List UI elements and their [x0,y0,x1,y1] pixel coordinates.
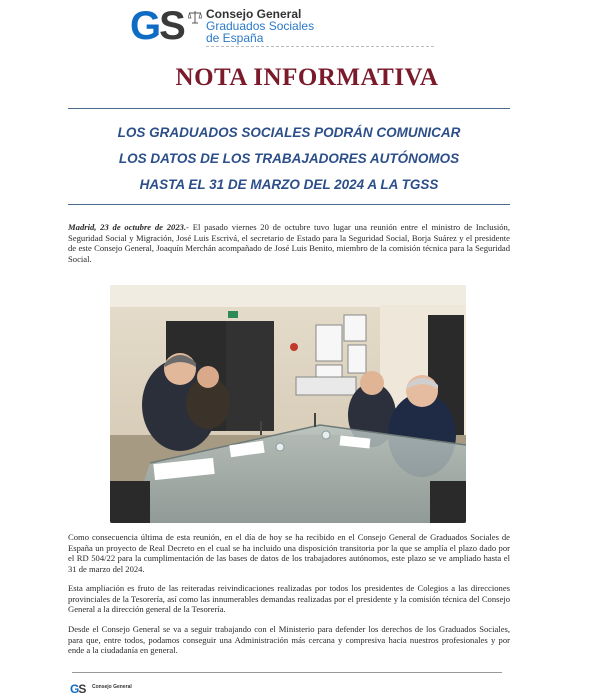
document-title: NOTA INFORMATIVA [175,64,439,91]
meeting-photo [110,285,466,523]
headline-bottom-rule [68,204,510,205]
footer-logo-mark [70,682,85,696]
footer-logo-letter-s: S [78,682,86,696]
footer-org-name: Consejo General [92,684,132,690]
logo-mark [130,4,184,48]
logo-divider [206,46,434,47]
paragraph-closing: Desde el Consejo General se va a seguir trabajando con el Ministerio para defender los derechos de los Graduados Sociales, para que, entre todos, podamos conseguir una Administración más cercana y compresiva hacia nuestros profesionales y por ende a la ciudadanía en general. [68,624,510,656]
footer-logo-letter-g: G [70,682,79,696]
organization-name [206,8,314,44]
org-name-line3: de España [206,31,264,45]
org-name-line1: Consejo General [206,7,302,21]
logo-letter-s: S [159,4,184,48]
footer-divider [72,672,502,673]
scales-of-justice-icon [188,10,202,24]
headline-line: LOS DATOS DE LOS TRABAJADORES AUTÓNOMOS [118,151,460,166]
headline-line: LOS GRADUADOS SOCIALES PODRÁN COMUNICAR [117,125,461,140]
paragraph-intro [68,222,510,264]
paragraph-intro-text: El pasado viernes 20 de octubre tuvo lugar una reunión entre el ministro de Inclusión, Seguridad Social y Migración, José Luis Escrivá, el secretario de Estado para la Seguridad Social, Borja Suárez y el presidente de este Consejo General, Joaquín Merchán acompañado de José Luis Benito, miembro de la comisión técnica para la Seguridad Social. [68,222,510,264]
headline [68,120,510,198]
headline-line: HASTA EL 31 DE MARZO DEL 2024 A LA TGSS [139,177,439,192]
dateline: Madrid, 23 de octubre de 2023.- [68,222,189,232]
paragraph-decree: Como consecuencia última de esta reunión, en el día de hoy se ha recibido en el Consejo General de Graduados Sociales de España un proyecto de Real Decreto en el cual se ha incluido una disposición transitoria por la que se amplía el plazo dado por el RD 504/22 para la cumplimentación de las bases de datos de los trabajadores autónomos, este plazo se ve ampliado hasta el 31 de marzo del 2024. [68,532,510,574]
headline-top-rule [68,108,510,109]
footer-logo [70,684,190,696]
paragraph-extension: Esta ampliación es fruto de las reiteradas reivindicaciones realizadas por todos los presidentes de Colegios a las direcciones provinciales de la Tesorería, así como las innumerables demandas realizadas por el presidente y la comisión técnica del Consejo General a la dirección general de la Tesorería. [68,583,510,615]
organization-logo [130,6,430,46]
logo-letter-g: G [130,4,160,48]
org-name-line2: Graduados Sociales [206,19,315,33]
meeting-photo-illustration [110,285,466,523]
